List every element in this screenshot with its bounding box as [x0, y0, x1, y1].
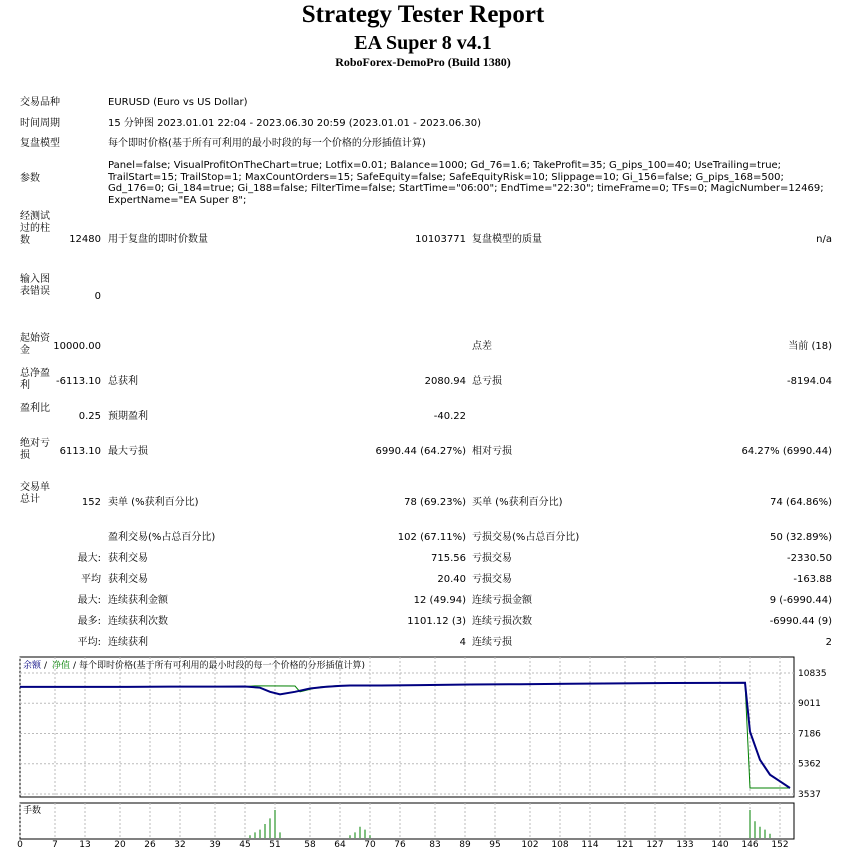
errors-label: 输入图表错误 [20, 274, 50, 297]
quality-value: n/a [816, 234, 832, 245]
x-tick-label: 70 [364, 840, 376, 850]
x-tick-label: 13 [79, 840, 91, 850]
max-cons-win-value: 12 (49.94) [413, 595, 466, 606]
x-tick-label: 127 [646, 840, 664, 850]
abs-drawdown-value: 6113.10 [59, 446, 101, 457]
long-label: 买单 (%获利百分比) [472, 497, 563, 508]
spread-value: 当前 (18) [788, 341, 832, 352]
symbol-label: 交易品种 [20, 97, 60, 108]
period-value: 15 分钟图 2023.01.01 22:04 - 2023.06.30 20:59 (2023.01.01 - 2023.06.30) [108, 118, 482, 129]
net-profit-label: 总净盈利 [20, 368, 50, 391]
avgc-win-label: 连续获利 [108, 637, 148, 648]
max-cons-win-label: 连续获利金额 [108, 595, 168, 606]
x-tick-label: 121 [616, 840, 634, 850]
largest-win-value: 715.56 [431, 553, 466, 564]
rel-drawdown-value: 64.27% (6990.44) [741, 446, 832, 457]
avgc-loss-value: 2 [825, 637, 832, 648]
average-prefix: 平均 [81, 574, 101, 585]
x-tick-label: 95 [489, 840, 501, 850]
x-tick-label: 140 [711, 840, 729, 850]
legend-balance: 余额 [23, 661, 42, 671]
gross-loss-label: 总亏损 [472, 376, 502, 387]
gross-profit-label: 总获利 [108, 376, 138, 387]
gross-loss-value: -8194.04 [787, 376, 832, 387]
loss-trades-value: 50 (32.89%) [770, 532, 832, 543]
params-label: 参数 [20, 173, 40, 184]
maxc-loss-value: -6990.44 (9) [769, 616, 832, 627]
x-tick-label: 32 [174, 840, 186, 850]
loss-trades-label: 亏损交易(%占总百分比) [472, 532, 580, 543]
avgc-loss-label: 连续亏损 [472, 637, 512, 648]
gross-profit-value: 2080.94 [424, 376, 466, 387]
ea-name: EA Super 8 v4.1 [354, 32, 492, 54]
expected-payoff-value: -40.22 [433, 411, 466, 422]
avgc-win-value: 4 [459, 637, 466, 648]
x-tick-label: 0 [17, 840, 23, 850]
short-value: 78 (69.23%) [404, 497, 466, 508]
short-label: 卖单 (%获利百分比) [108, 497, 199, 508]
volume-label: 手数 [23, 806, 42, 816]
x-tick-label: 64 [334, 840, 346, 850]
y-tick-labels [798, 669, 827, 800]
total-trades-label: 交易单总计 [20, 482, 50, 505]
y-tick-label: 7186 [798, 729, 821, 740]
x-tick-label: 76 [394, 840, 406, 850]
x-tick-label: 114 [581, 840, 599, 850]
deposit-label: 起始资金 [20, 333, 50, 356]
expected-payoff-label: 预期盈利 [108, 411, 148, 422]
largest-loss-value: -2330.50 [787, 553, 832, 564]
deposit-value: 10000.00 [53, 341, 101, 352]
y-tick-label: 5362 [798, 759, 821, 770]
legend-equity: 净值 [52, 661, 71, 671]
server-name: RoboForex-DemoPro (Build 1380) [335, 55, 511, 69]
volume-plot-frame [20, 803, 794, 839]
avgc-prefix: 平均: [77, 637, 101, 648]
symbol-value: EURUSD (Euro vs US Dollar) [108, 97, 248, 108]
maxc-loss-label: 连续亏损次数 [472, 616, 532, 627]
x-tick-label: 26 [144, 840, 156, 850]
x-tick-label: 51 [269, 840, 281, 850]
bars-value: 12480 [69, 234, 101, 245]
avg-loss-value: -163.88 [793, 574, 832, 585]
largest-loss-label: 亏损交易 [472, 553, 512, 564]
ticks-value: 10103771 [415, 234, 466, 245]
spread-label: 点差 [472, 341, 492, 352]
max-cons-loss-label: 连续亏损金额 [472, 595, 532, 606]
period-label: 时间周期 [20, 118, 60, 129]
y-tick-label: 9011 [798, 699, 821, 710]
avg-win-value: 20.40 [437, 574, 466, 585]
x-tick-label: 45 [239, 840, 251, 850]
x-tick-label: 102 [521, 840, 539, 850]
avg-loss-label: 亏损交易 [472, 574, 512, 585]
balance-chart [17, 657, 832, 851]
maxc-win-label: 连续获利次数 [108, 616, 168, 627]
quality-label: 复盘模型的质量 [472, 234, 542, 245]
x-tick-label: 58 [304, 840, 316, 850]
y-tick-label: 10835 [798, 669, 827, 679]
ticks-label: 用于复盘的即时价数量 [108, 234, 208, 245]
legend-sep-1: / [44, 661, 48, 671]
avg-win-label: 获利交易 [108, 574, 148, 585]
errors-value: 0 [94, 291, 101, 302]
maxc-win-value: 1101.12 (3) [407, 616, 466, 627]
max-cons-loss-value: 9 (-6990.44) [769, 595, 832, 606]
most-prefix: 最多: [77, 616, 101, 627]
profit-factor-value: 0.25 [78, 411, 101, 422]
max-drawdown-value: 6990.44 (64.27%) [375, 446, 466, 457]
y-tick-label: 3537 [798, 790, 821, 800]
legend-model: 每个即时价格(基于所有可利用的最小时段的每一个价格的分形插值计算) [79, 661, 366, 671]
largest-prefix: 最大: [77, 553, 101, 564]
win-trades-value: 102 (67.11%) [397, 532, 466, 543]
rel-drawdown-label: 相对亏损 [472, 446, 512, 457]
profit-factor-label: 盈利比 [20, 403, 50, 414]
x-tick-label: 20 [114, 840, 126, 850]
bars-label: 经测试过的柱数 [20, 211, 50, 246]
total-trades-value: 152 [81, 497, 101, 508]
largest-win-label: 获利交易 [108, 553, 148, 564]
win-trades-label: 盈利交易(%占总百分比) [108, 532, 216, 543]
model-value: 每个即时价格(基于所有可利用的最小时段的每一个价格的分形插值计算) [108, 138, 426, 149]
x-tick-label: 7 [52, 840, 58, 850]
params-value: Panel=false; VisualProfitOnTheChart=true; Lotfix=0.01; Balance=1000; Gd_76=1.6; TakeProfit=35; G_pips_100=40; UseTrailing=true; TrailStart=15; TrailStop=1; MaxCountOrders=15; SafeEquity=false; SafeEquityRisk=10; Slippage=10; Gi_156=false; G_pips_168=500; Gd_176=0; Gi_184=true; Gi_188=false; FilterTime=false; StartTime="06:00"; EndTime="22:30"; timeFrame=0; TFs=0; MagicNumber=12469; ExpertName="EA Super 8"; [108, 160, 824, 206]
x-tick-labels [17, 840, 788, 850]
x-tick-label: 133 [676, 840, 694, 850]
x-tick-label: 89 [459, 840, 471, 850]
x-tick-label: 152 [771, 840, 789, 850]
x-tick-label: 83 [429, 840, 441, 850]
abs-drawdown-label: 绝对亏损 [20, 438, 50, 461]
legend-sep-2: / [73, 661, 77, 671]
model-label: 复盘模型 [20, 138, 60, 149]
x-tick-label: 39 [209, 840, 221, 850]
main-plot-frame [20, 657, 794, 797]
max-drawdown-label: 最大亏损 [108, 446, 148, 457]
x-tick-label: 108 [551, 840, 569, 850]
net-profit-value: -6113.10 [56, 376, 101, 387]
report-title: Strategy Tester Report [301, 1, 545, 28]
long-value: 74 (64.86%) [770, 497, 832, 508]
max-prefix: 最大: [77, 595, 101, 606]
x-tick-label: 146 [741, 840, 759, 850]
